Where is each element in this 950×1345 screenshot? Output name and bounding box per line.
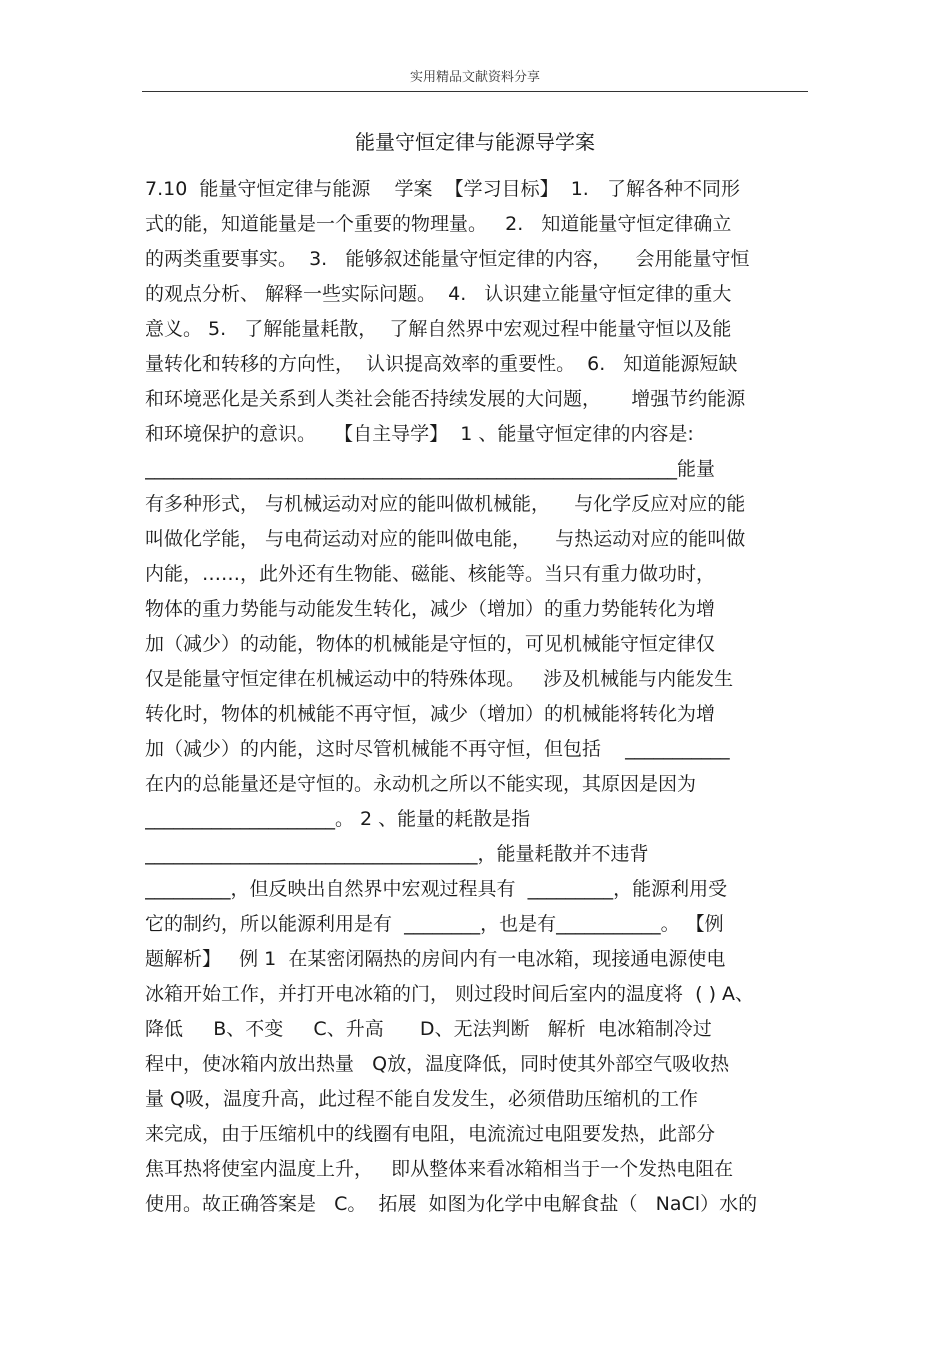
text-line: 降低 B、不变 C、升高 D、无法判断 解析 电冰箱制冷过 [145, 1018, 712, 1040]
text-line: 内能，……，此外还有生物能、磁能、核能等。当只有重力做功时， [145, 563, 716, 585]
text-line: 冰箱开始工作，并打开电冰箱的门， 则过段时间后室内的温度将 ( ) A、 [145, 983, 755, 1005]
text-line: 和环境保护的意识。 【自主导学】 1 、能量守恒定律的内容是: [145, 423, 694, 445]
text-line: ________________________________________________________能量 [145, 458, 716, 480]
text-line: 式的能，知道能量是一个重要的物理量。 2. 知道能量守恒定律确立 [145, 213, 732, 235]
text-line: 量转化和转移的方向性， 认识提高效率的重要性。 6. 知道能源短缺 [145, 353, 738, 375]
text-line: 物体的重力势能与动能发生转化，减少（增加）的重力势能转化为增 [145, 598, 716, 620]
text-line: 7.10 能量守恒定律与能源 学案 【学习目标】 1. 了解各种不同形 [145, 178, 740, 200]
text-line: 程中，使冰箱内放出热量 Q放，温度降低，同时使其外部空气吸收热 [145, 1053, 730, 1075]
text-line: 在内的总能量还是守恒的。永动机之所以不能实现，其原因是因为 [145, 773, 697, 795]
text-line: 加（减少）的内能，这时尽管机械能不再守恒，但包括 ___________ [145, 738, 730, 760]
text-line: 意义。 5. 了解能量耗散， 了解自然界中宏观过程中能量守恒以及能 [145, 318, 732, 340]
text-line: 的观点分析、 解释一些实际问题。 4. 认识建立能量守恒定律的重大 [145, 283, 732, 305]
text-line: 和环境恶化是关系到人类社会能否持续发展的大问题， 增强节约能源 [145, 388, 746, 410]
header-divider [142, 91, 808, 92]
text-line: 量 Q吸，温度升高，此过程不能自发发生，必须借助压缩机的工作 [145, 1088, 698, 1110]
page-title: 能量守恒定律与能源导学案 [355, 130, 595, 154]
text-line: 叫做化学能， 与电荷运动对应的能叫做电能， 与热运动对应的能叫做 [145, 528, 746, 550]
text-line: 它的制约，所以能源利用是有 ________，也是有___________。 【例 [145, 913, 724, 935]
text-line: 来完成，由于压缩机中的线圈有电阻，电流流过电阻要发热，此部分 [145, 1123, 716, 1145]
text-line: 的两类重要事实。 3. 能够叙述能量守恒定律的内容， 会用能量守恒 [145, 248, 750, 270]
text-line: 使用。故正确答案是 C。 拓展 如图为化学中电解食盐（ NaCl）水的 [145, 1193, 758, 1215]
text-line: 仅是能量守恒定律在机械运动中的特殊体现。 涉及机械能与内能发生 [145, 668, 734, 690]
text-line: 焦耳热将使室内温度上升， 即从整体来看冰箱相当于一个发热电阻在 [145, 1158, 734, 1180]
text-line: ___________________________________，能量耗散并不违背 [145, 843, 649, 865]
page-header: 实用精品文献资料分享 [409, 70, 540, 85]
text-line: 加（减少）的动能，物体的机械能是守恒的，可见机械能守恒定律仅 [145, 633, 716, 655]
text-line: ____________________。 2 、能量的耗散是指 [145, 808, 531, 830]
text-line: 题解析】 例 1 在某密闭隔热的房间内有一电冰箱，现接通电源使电 [145, 948, 726, 970]
text-line: 有多种形式， 与机械运动对应的能叫做机械能， 与化学反应对应的能 [145, 493, 746, 515]
text-line: _________，但反映出自然界中宏观过程具有 _________，能源利用受 [145, 878, 728, 900]
text-line: 转化时，物体的机械能不再守恒，减少（增加）的机械能将转化为增 [145, 703, 716, 725]
document-body [145, 172, 815, 1222]
